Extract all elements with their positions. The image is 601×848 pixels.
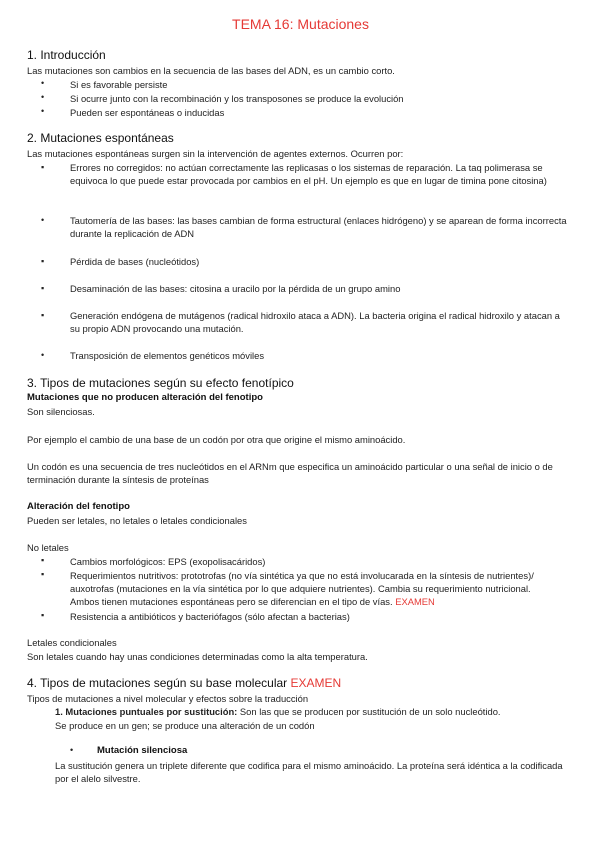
paragraph: Son letales cuando hay unas condiciones determinadas como la alta temperatura.: [27, 651, 368, 662]
section-1-heading: 1. Introducción: [27, 48, 106, 62]
bullet-icon: ▪: [41, 310, 45, 320]
bullet-icon: •: [41, 106, 45, 116]
bullet-icon: •: [70, 745, 74, 755]
bullet-icon: •: [41, 78, 45, 88]
paragraph: Pueden ser letales, no letales o letales condicionales: [27, 515, 247, 526]
list-item: Generación endógena de mutágenos (radical hidroxilo ataca a ADN). La bacteria origina el radical hidroxilo y atacan a su propio ADN provocando una mutación.: [70, 310, 560, 334]
bullet-icon: ▪: [41, 569, 45, 579]
list-item-text: Requerimientos nutritivos: prototrofas (no vía sintética ya que no está involucarada en la síntesis de nutrientes)/ auxotrofas (mutaciones en la vía sintética por lo que adquiere nutrientes). Cambia su requerimiento nutricional. Ambos tienen mutaciones espontáneas pero se diferencian en el tipo de vías.: [70, 570, 534, 607]
list-item: Tautomería de las bases: las bases cambian de forma estructural (enlaces hidrógeno) y se aparean de forma incorrecta durante la replicación de ADN: [70, 215, 567, 239]
section-1-intro: Las mutaciones son cambios en la secuencia de las bases del ADN, es un cambio corto.: [27, 65, 395, 76]
bullet-icon: ▪: [41, 555, 45, 565]
list-item: Si es favorable persiste: [70, 79, 168, 90]
bullet-icon: •: [41, 92, 45, 102]
paragraph: Son silenciosas.: [27, 406, 95, 417]
paragraph: Se produce en un gen; se produce una alteración de un codón: [55, 720, 315, 731]
paragraph: La sustitución genera un triplete diferente que codifica para el mismo aminoácido. La proteína será idéntica a la codificada por el alelo silvestre.: [55, 760, 563, 784]
page-title: TEMA 16: Mutaciones: [232, 16, 369, 32]
list-item: Si ocurre junto con la recombinación y los transposones se produce la evolución: [70, 93, 404, 104]
list-item: Errores no corregidos: no actúan correctamente las replicasas o los sistemas de reparación. La taq polimerasa se equivoca lo que puede estar provocada por cambios en el pH. Un ejemplo es que en lugar de timina pone citosina): [70, 162, 547, 186]
section-4-heading: [27, 676, 341, 690]
label-no-letales: No letales: [27, 542, 69, 553]
bullet-icon: •: [41, 215, 45, 225]
paragraph: Por ejemplo el cambio de una base de un codón por otra que origine el mismo aminoácido.: [27, 434, 406, 445]
section-2-heading: 2. Mutaciones espontáneas: [27, 131, 174, 145]
paragraph: Un codón es una secuencia de tres nucleótidos en el ARNm que especifica un aminoácido particular o una señal de inicio o de terminación durante la síntesis de proteínas: [27, 461, 553, 485]
exam-tag: EXAMEN: [395, 596, 435, 607]
subheading: Mutaciones que no producen alteración del fenotipo: [27, 392, 263, 403]
bullet-icon: ▪: [41, 162, 45, 172]
bullet-icon: ▪: [41, 256, 45, 266]
list-item: Pueden ser espontáneas o inducidas: [70, 107, 225, 118]
list-item: Transposición de elementos genéticos móviles: [70, 350, 265, 361]
list-item: Pérdida de bases (nucleótidos): [70, 256, 200, 267]
list-item: Desaminación de las bases: citosina a uracilo por la pérdida de un grupo amino: [70, 283, 401, 294]
list-item: Cambios morfológicos: EPS (exopolisacáridos): [70, 556, 266, 567]
paragraph: Tipos de mutaciones a nivel molecular y efectos sobre la traducción: [27, 693, 309, 704]
section-4-heading-text: 4. Tipos de mutaciones según su base molecular: [27, 676, 288, 690]
bullet-icon: ▪: [41, 610, 45, 620]
bullet-icon: ▪: [41, 283, 45, 293]
numbered-item-text: Son las que se producen por sustitución de un solo nucleótido.: [239, 706, 501, 717]
numbered-item-label: 1. Mutaciones puntuales por sustitución:: [55, 706, 238, 717]
numbered-item: [55, 705, 501, 718]
list-item: Resistencia a antibióticos y bacteriófagos (sólo afectan a bacterias): [70, 611, 350, 622]
exam-tag: EXAMEN: [290, 676, 342, 690]
label-letales-condicionales: Letales condicionales: [27, 637, 117, 648]
subheading: Alteración del fenotipo: [27, 501, 130, 512]
bullet-icon: •: [41, 350, 45, 360]
list-item: [70, 569, 545, 608]
section-2-intro: Las mutaciones espontáneas surgen sin la intervención de agentes externos. Ocurren por:: [27, 148, 404, 159]
subheading: Mutación silenciosa: [97, 745, 188, 756]
section-3-heading: 3. Tipos de mutaciones según su efecto fenotípico: [27, 376, 294, 390]
